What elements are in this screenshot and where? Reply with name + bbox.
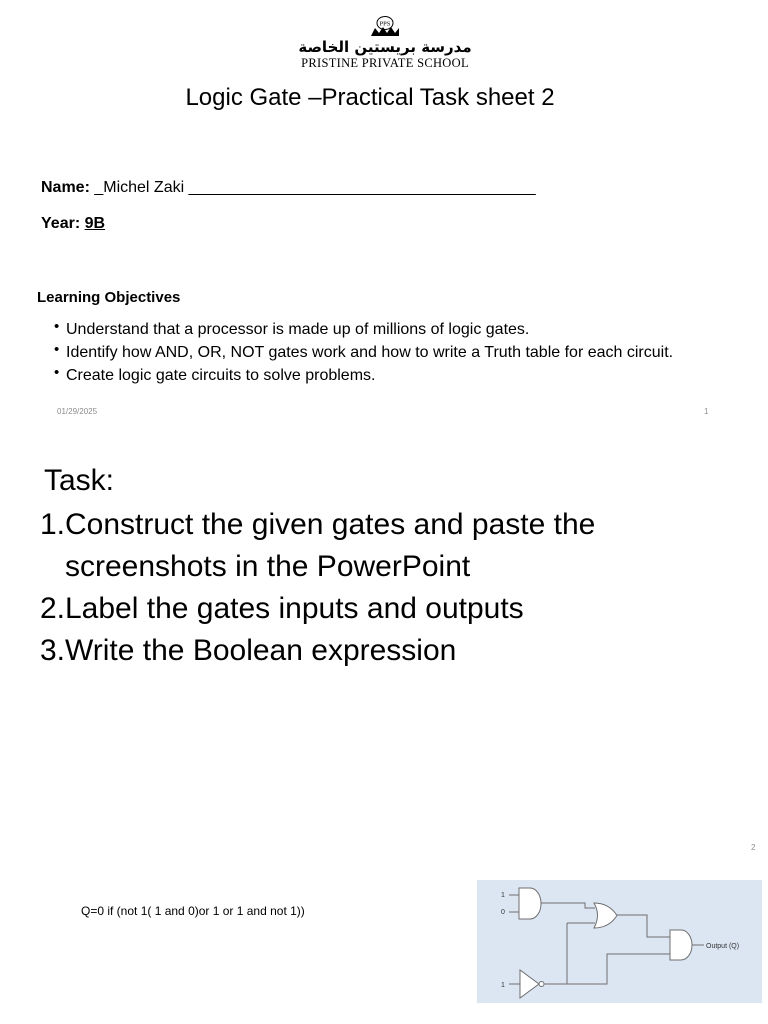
task-text: Write the Boolean expression <box>65 634 457 667</box>
task-number: 1. <box>40 508 66 541</box>
name-line <box>41 178 536 198</box>
crest-initials: PPS <box>379 20 391 28</box>
task-item <box>40 588 740 630</box>
and-gate-icon <box>519 888 541 919</box>
slide-number: 2 <box>751 843 756 852</box>
input-b-label: 0 <box>501 909 505 916</box>
task-text: Construct the given gates and paste the screenshots in the PowerPoint <box>65 508 596 583</box>
name-label: Name: <box>41 179 90 196</box>
task-item <box>40 504 740 588</box>
school-crest-icon <box>368 14 402 38</box>
output-label: Output (Q) <box>706 943 740 950</box>
objectives-heading: Learning Objectives <box>37 289 181 306</box>
task-item <box>40 630 740 672</box>
objective-item: • Identify how AND, OR, NOT gates work and how to write a Truth table for each circuit. <box>54 341 704 364</box>
school-name-arabic: مدرسة بريستين الخاصة <box>298 38 472 56</box>
task-list <box>40 504 740 672</box>
school-logo <box>288 14 482 70</box>
logic-circuit-diagram <box>477 880 762 1003</box>
boolean-expression: Q=0 if (not 1( 1 and 0)or 1 or 1 and not 1)) <box>81 904 305 918</box>
task-heading: Task: <box>44 464 115 497</box>
slide-date: 01/29/2025 <box>57 407 98 416</box>
name-value: _Michel Zaki _______________________________________ <box>89 179 536 196</box>
not-gate-icon <box>520 970 539 998</box>
or-gate-icon <box>594 903 617 928</box>
task-number: 3. <box>40 634 66 667</box>
objective-item: • Create logic gate circuits to solve problems. <box>54 364 704 387</box>
objective-item: • Understand that a processor is made up of millions of logic gates. <box>54 318 704 341</box>
slide-number: 1 <box>704 407 709 416</box>
not-bubble-icon <box>539 982 544 987</box>
input-c-label: 1 <box>501 982 505 989</box>
year-line <box>41 214 105 234</box>
page-title: Logic Gate –Practical Task sheet 2 <box>185 84 555 111</box>
input-a-label: 1 <box>501 892 505 899</box>
year-value: 9B <box>84 215 106 232</box>
and-gate-icon <box>670 930 692 960</box>
year-label: Year: <box>41 215 81 232</box>
task-number: 2. <box>40 592 66 625</box>
objectives-list <box>54 318 704 387</box>
school-name-english: PRISTINE PRIVATE SCHOOL <box>301 56 469 70</box>
task-text: Label the gates inputs and outputs <box>65 592 524 625</box>
